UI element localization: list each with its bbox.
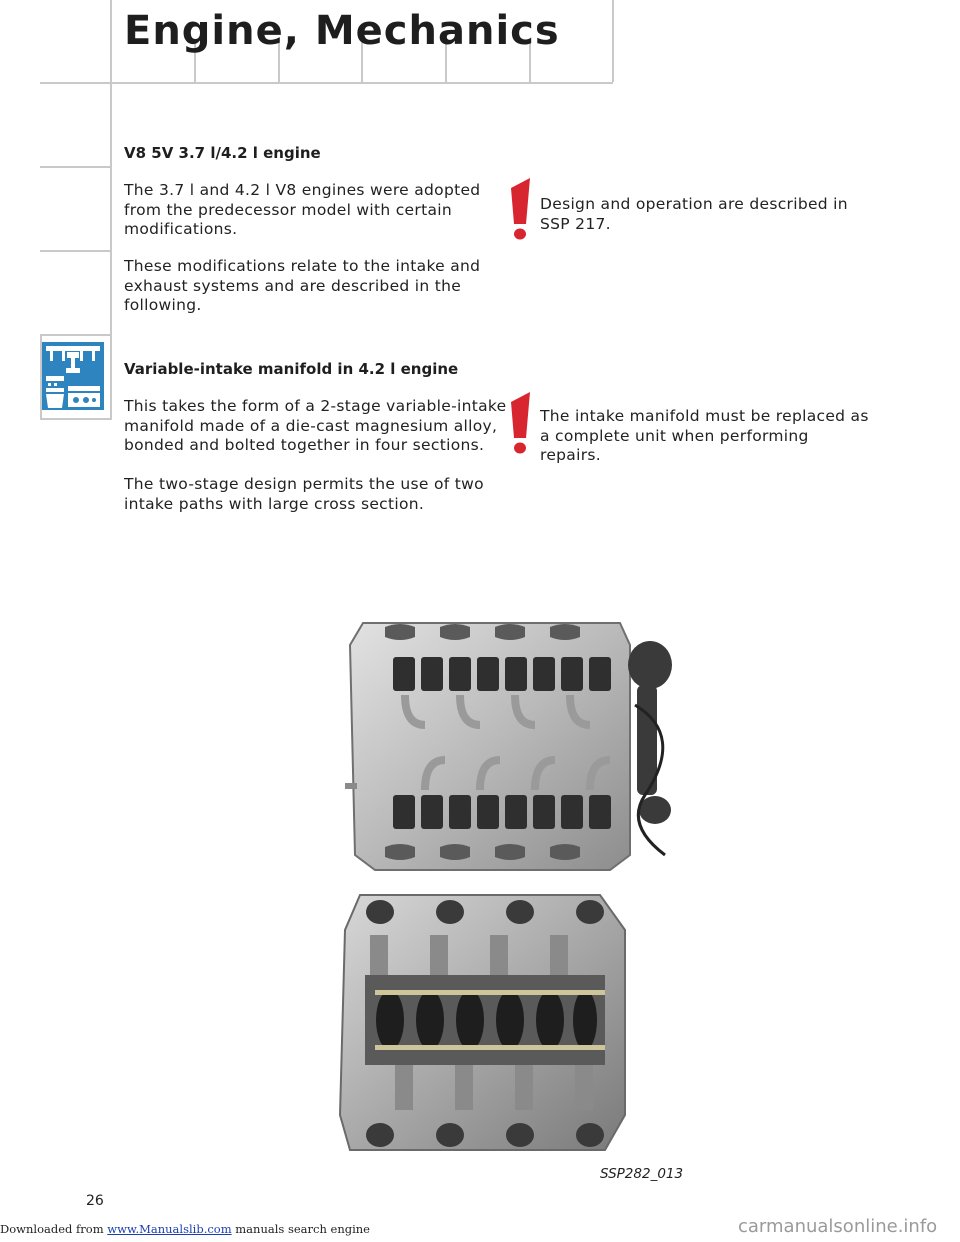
text-line: The intake manifold must be replaced as [540,407,869,425]
note-design-reference [540,195,848,234]
manifold-photo-top [345,615,705,879]
section-heading-manifold: Variable-intake manifold in 4.2 l engine [124,360,459,378]
modifications-paragraph [124,257,480,316]
exclamation-icon [508,178,532,246]
text-line: bonded and bolted together in four sections. [124,436,485,454]
exclamation-icon [508,392,532,460]
header-grid-line [612,0,614,82]
footer-prefix: Downloaded from [0,1222,108,1236]
text-line: from the predecessor model with certain [124,200,452,219]
text-line: repairs. [540,446,601,464]
text-line: The two-stage design permits the use of two [124,475,484,493]
text-line: manifold made of a die-cast magnesium alloy, [124,416,498,435]
margin-grid-line [40,334,110,336]
manifold-photo-bottom [335,890,645,1159]
section-heading-engine: V8 5V 3.7 l/4.2 l engine [124,144,321,162]
margin-grid-line [40,250,110,252]
watermark: carmanualsonline.info [738,1216,938,1237]
manualslib-link[interactable]: www.Manualslib.com [107,1222,232,1236]
text-line: This takes the form of a 2-stage variable-intake [124,397,507,415]
margin-grid-line [40,418,110,420]
text-line: a complete unit when performing [540,426,809,445]
header-grid-line [110,0,112,82]
page-number: 26 [86,1193,104,1209]
download-footer [0,1222,370,1236]
margin-grid-line [110,82,112,420]
intro-paragraph [124,181,480,240]
text-line: modifications. [124,220,238,238]
text-line: exhaust systems and are described in the [124,276,462,295]
text-line: The 3.7 l and 4.2 l V8 engines were adopted [124,181,481,199]
text-line: SSP 217. [540,214,611,233]
engine-mechanics-icon [42,342,104,410]
page-title: Engine, Mechanics [124,8,560,54]
margin-grid-line [40,166,110,168]
note-replacement [540,407,869,466]
two-stage-paragraph [124,475,484,514]
text-line: Design and operation are described in [540,195,848,213]
footer-suffix: manuals search engine [231,1222,370,1236]
manifold-paragraph [124,397,506,456]
text-line: intake paths with large cross section. [124,494,425,513]
text-line: following. [124,296,202,314]
text-line: These modifications relate to the intake and [124,257,481,275]
header-grid-line [40,82,613,84]
figure-caption: SSP282_013 [600,1166,684,1182]
